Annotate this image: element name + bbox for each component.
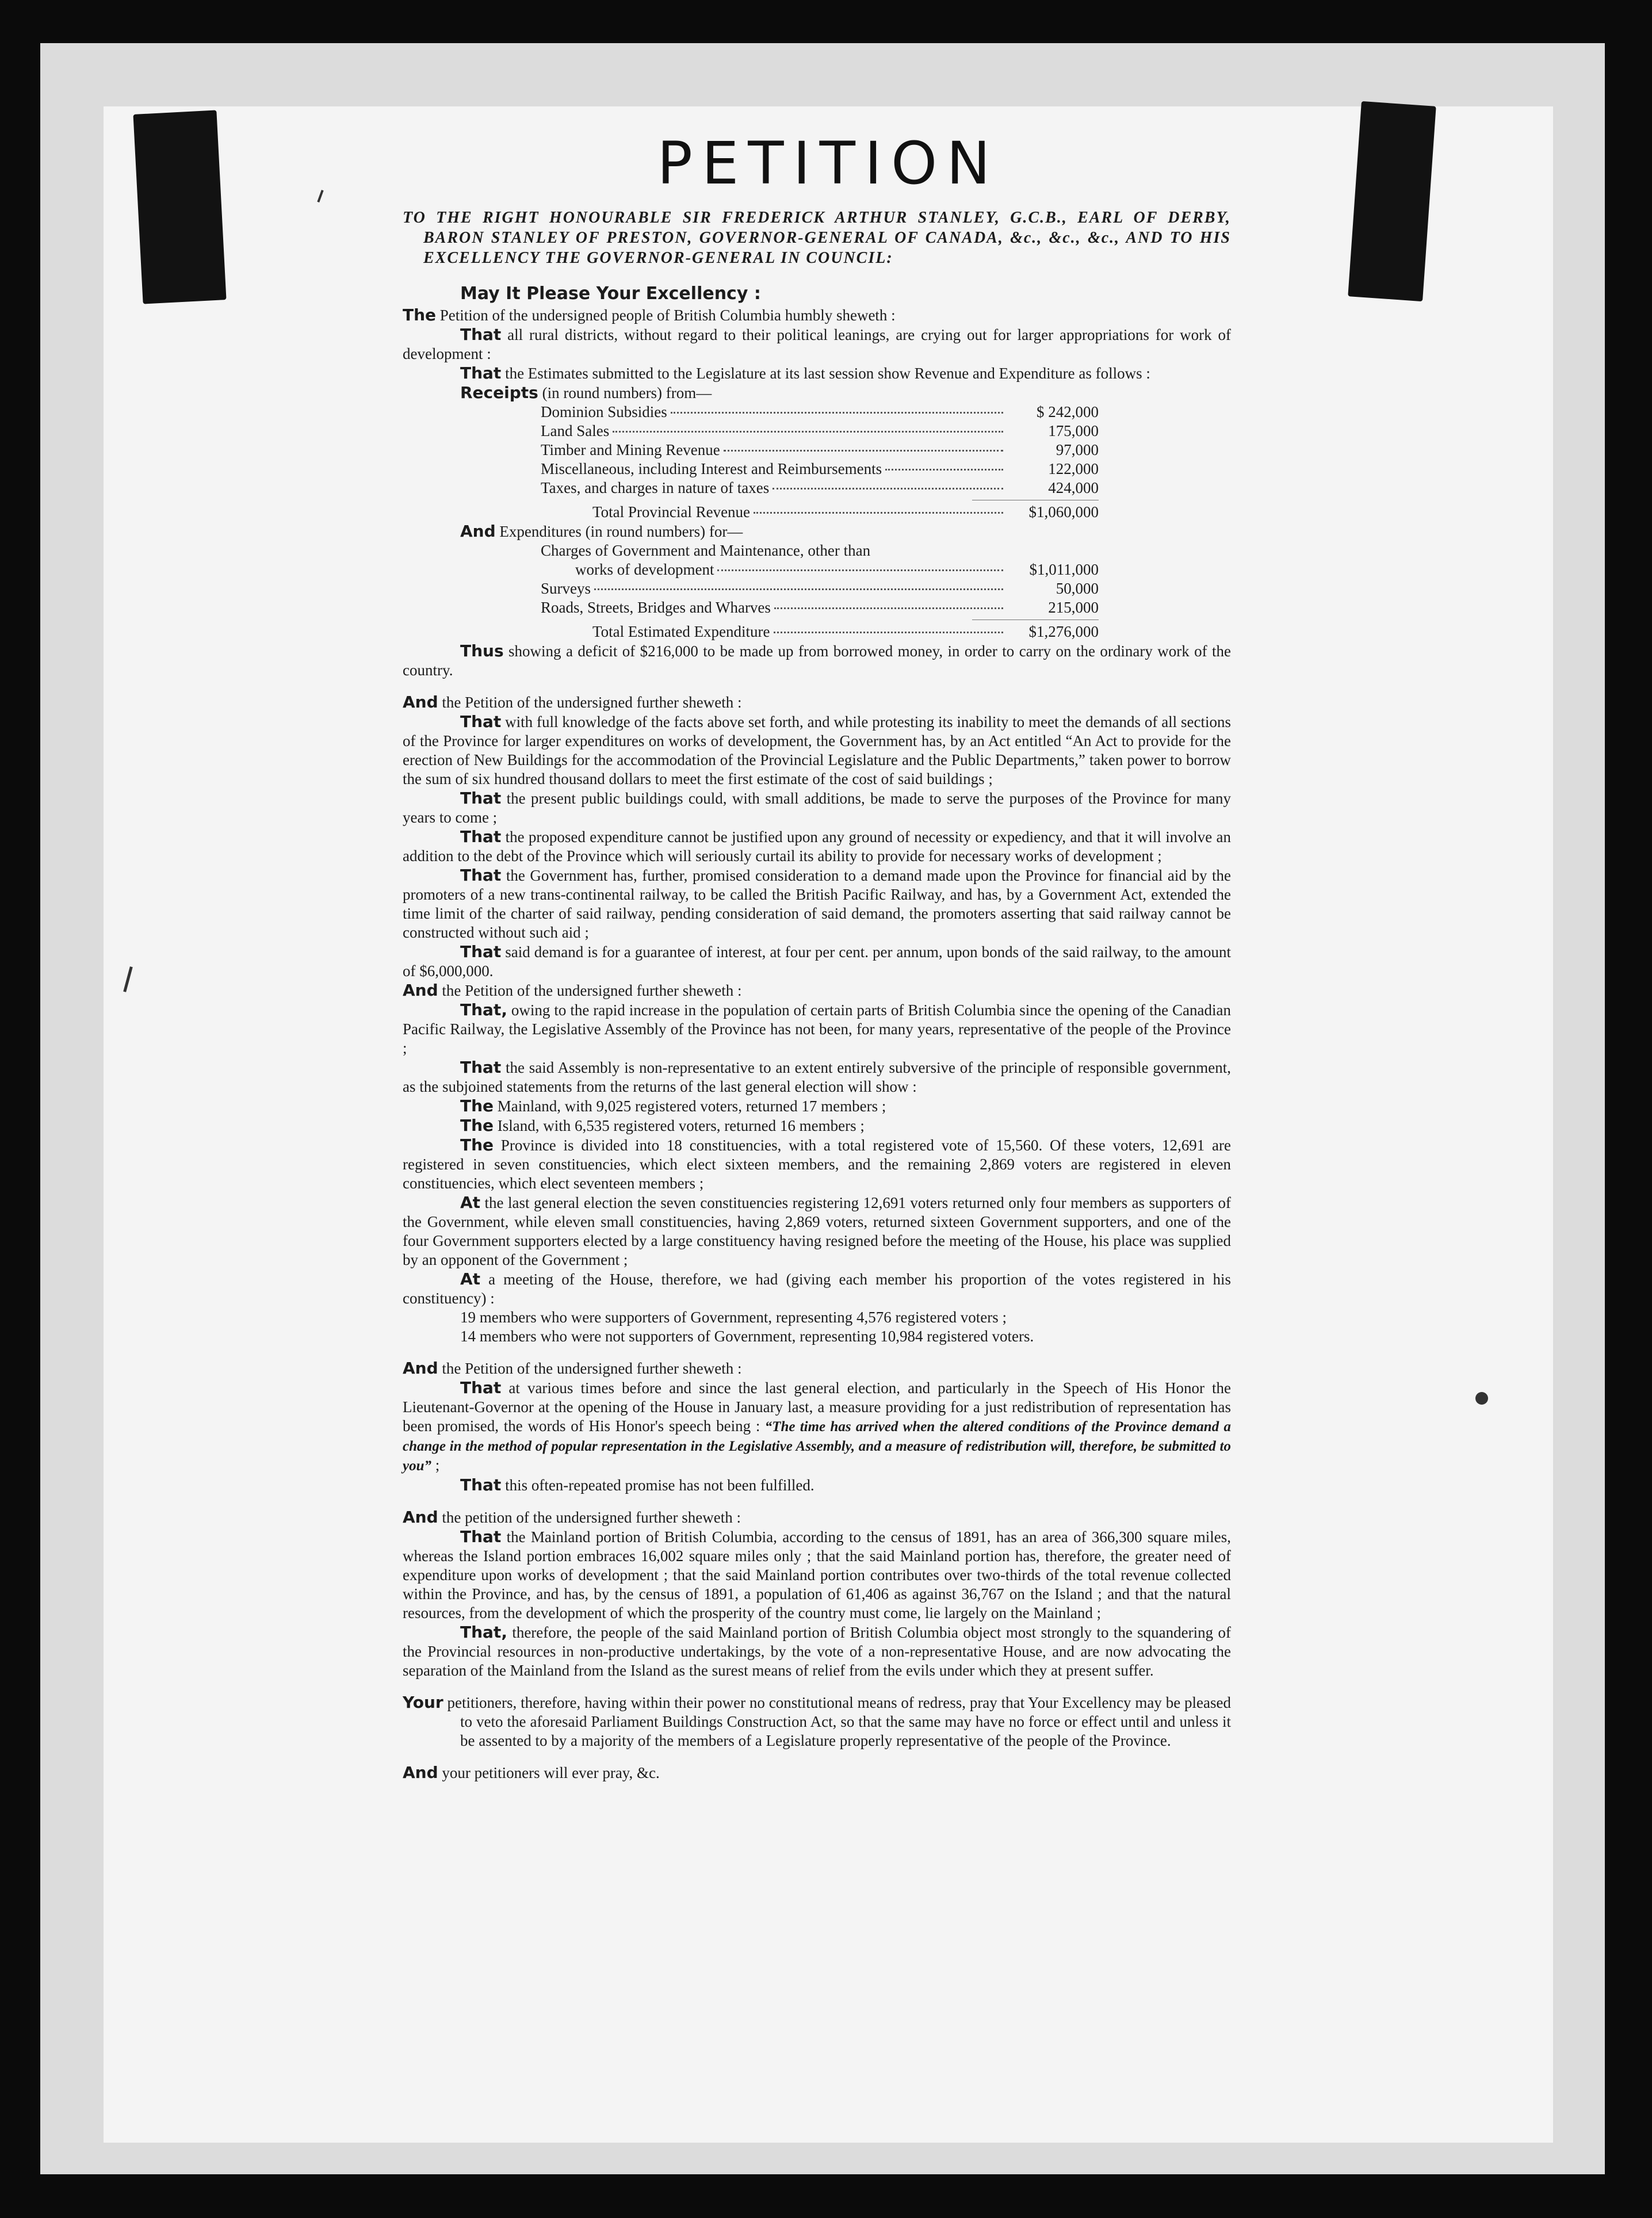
paragraph-text: Mainland, with 9,025 registered voters, returned 17 members ;: [494, 1097, 886, 1115]
table-row: [541, 579, 1099, 598]
paragraph: [403, 942, 1231, 981]
keyword: Thus: [460, 641, 504, 660]
keyword: That: [460, 364, 502, 383]
row-label: Land Sales: [541, 422, 610, 439]
paragraph-text: the petition of the undersigned further sheweth :: [438, 1509, 741, 1526]
keyword: At: [460, 1269, 481, 1288]
keyword: The: [460, 1116, 494, 1135]
expenditures-table: [403, 541, 1099, 641]
table-row: [541, 560, 1099, 579]
table-row: [541, 598, 1099, 617]
paragraph: [403, 1475, 1231, 1495]
row-label: Dominion Subsidies: [541, 403, 667, 420]
paragraph-text: the Mainland portion of British Columbia, according to the census of 1891, has an area of 366,300 square miles, whereas the Island portion embraces 16,002 square miles only ; that the said Mainland portion has, therefore, the greater need of expenditure upon works of development ; that the said Mainland portion contributes over two-thirds of the total revenue collected within the Province, and has, by the census of 1891, a population of 61,406 as against 36,767 on the Island ; and that the natural resources, from the development of which the prosperity of the country must come, lie largely on the Mainland ;: [403, 1528, 1231, 1622]
keyword: The: [403, 305, 437, 324]
paragraph: [403, 1058, 1231, 1096]
row-label: works of development: [575, 561, 714, 578]
row-value: $ 242,000: [1037, 403, 1099, 420]
paragraph-text: your petitioners will ever pray, &c.: [438, 1764, 660, 1781]
ink-spot: [1475, 1392, 1488, 1405]
row-value: 122,000: [1048, 460, 1099, 477]
paragraph-text: said demand is for a guarantee of interest, at four per cent. per annum, upon bonds of the said railway, to the amount of $6,000,000.: [403, 943, 1231, 980]
paragraph-text: with full knowledge of the facts above set forth, and while protesting its inability to meet the demands of all sections of the Province for larger expenditures on works of development, the Government has, by an Act entitled “An Act to provide for the erection of New Buildings for the accommodation of the Provincial Legislature and the Public Departments,” taken power to borrow the sum of six hundred thousand dollars to meet the first estimate of the cost of said buildings ;: [403, 713, 1231, 787]
row-label: Timber and Mining Revenue: [541, 441, 720, 458]
paragraph: [403, 789, 1231, 827]
row-label: Total Provincial Revenue: [592, 503, 751, 521]
keyword: That: [460, 1058, 502, 1077]
keyword: And: [403, 1359, 438, 1378]
paragraph-text: the Petition of the undersigned further sheweth :: [438, 1360, 742, 1377]
table-row: [541, 460, 1099, 479]
keyword: Your: [403, 1693, 443, 1712]
row-value: $1,060,000: [1028, 503, 1099, 521]
paragraph-text: (in round numbers) from—: [538, 384, 712, 401]
petition-text: [403, 129, 1231, 1783]
paragraph: [403, 866, 1231, 942]
sum-rule: [972, 619, 1099, 620]
salutation: [403, 284, 1231, 303]
row-value: 175,000: [1048, 422, 1099, 439]
paragraph-text: petitioners, therefore, having within their power no constitutional means of redress, pray that Your Excellency may be pleased to veto the aforesaid Parliament Buildings Construction Act, so that the same may have no force or effect until and unless it be assented to by a majority of the members of a Legislature properly representative of the people of the Province.: [443, 1694, 1231, 1749]
paragraph: 14 members who were not supporters of Government, representing 10,984 registered voters.: [460, 1328, 1034, 1345]
keyword: At: [460, 1193, 481, 1212]
paragraph-text: the Petition of the undersigned further sheweth :: [438, 694, 742, 711]
table-row: [541, 441, 1099, 460]
row-value: 50,000: [1056, 580, 1099, 597]
salutation-text: May It Please Your Excellency :: [460, 284, 761, 304]
expenditures-heading: [403, 522, 1231, 541]
paragraph-text: the last general election the seven constituencies registering 12,691 voters returned only four members as supporters of the Government, while eleven small constituencies, having 2,869 voters, returned sixteen Government supporters, and one of the four Government supporters elected by a large constituency having resigned before the meeting of the House, his place was supplied by an opponent of the Government ;: [403, 1194, 1231, 1268]
speech-quote: “The time has arrived when the altered conditions of the Province demand a change in the method of popular representation in the Legislative Assembly, and a measure of redistribution will, therefore, be submitted to you”: [403, 1419, 1231, 1474]
paragraph-text: the proposed expenditure cannot be justified upon any ground of necessity or expediency, and that it will involve an addition to the debt of the Province which will seriously curtail its ability to provide for necessary works of development ;: [403, 828, 1231, 865]
keyword: That: [460, 827, 502, 846]
keyword: And: [403, 693, 438, 712]
keyword: That: [460, 789, 502, 808]
paragraph-text: the Petition of the undersigned further sheweth :: [438, 982, 742, 999]
paragraph-text: Expenditures (in round numbers) for—: [495, 523, 743, 540]
paragraph: [403, 712, 1231, 789]
keyword: And: [403, 981, 438, 1000]
paragraph-text: all rural districts, without regard to their political leanings, are crying out for larger appropriations for work of development :: [403, 326, 1231, 362]
receipts-heading: [403, 383, 1231, 403]
paragraph-text: a meeting of the House, therefore, we had (giving each member his proportion of the votes registered in his constituency) :: [403, 1271, 1231, 1307]
paragraph: [403, 305, 1231, 325]
keyword: The: [460, 1096, 494, 1115]
row-value: 215,000: [1048, 599, 1099, 616]
row-label: Taxes, and charges in nature of taxes: [541, 479, 770, 496]
mounting-tab-left: [133, 110, 226, 304]
paragraph-text: ;: [431, 1456, 440, 1474]
prayer-paragraph: [403, 1693, 1231, 1750]
paragraph: [403, 1269, 1231, 1308]
paragraph: [403, 1000, 1231, 1058]
paragraph-text: owing to the rapid increase in the population of certain parts of British Columbia since the opening of the Canadian Pacific Railway, the Legislative Assembly of the Province has not been, for many years, representative of the people of the Province ;: [403, 1001, 1231, 1057]
paragraph-text: at various times before and since the last general election, and particularly in the Speech of His Honor the Lieutenant-Governor at the opening of the House in January last, a measure providing for a just redistribution of representation has been promised, the words of His Honor's speech being :: [403, 1379, 1231, 1435]
receipts-table: [403, 403, 1099, 522]
keyword: That: [460, 325, 502, 344]
row-value: $1,276,000: [1028, 623, 1099, 640]
keyword: The: [460, 1135, 494, 1154]
paragraph-text: Petition of the undersigned people of British Columbia humbly sheweth :: [436, 307, 896, 324]
keyword: Receipts: [460, 383, 538, 402]
table-row: [541, 403, 1099, 422]
paragraph: [403, 1623, 1231, 1680]
keyword: And: [460, 522, 496, 541]
keyword: And: [403, 1763, 438, 1782]
paragraph: [403, 1359, 1231, 1378]
keyword: That,: [460, 1000, 507, 1019]
page-title: PETITION: [657, 129, 1000, 198]
table-row: [541, 422, 1099, 441]
paragraph-text: Island, with 6,535 registered voters, returned 16 members ;: [494, 1117, 865, 1134]
keyword: That,: [460, 1623, 507, 1642]
keyword: That: [460, 1527, 502, 1546]
keyword: That: [460, 712, 502, 731]
paragraph: [403, 1116, 1231, 1135]
paragraph: [403, 1193, 1231, 1269]
table-row: [541, 479, 1099, 498]
total-row: [541, 622, 1099, 641]
closing-line: [403, 1763, 1231, 1783]
total-row: [541, 503, 1099, 522]
paragraph-text: showing a deficit of $216,000 to be made up from borrowed money, in order to carry on the ordinary work of the country.: [403, 643, 1231, 679]
paragraph-text: therefore, the people of the said Mainland portion of British Columbia object most strongly to the squandering of the Provincial resources in non-productive undertakings, by the vote of a non-representative House, and are now advocating the separation of the Mainland from the Island as the surest means of relief from the evils under which they at present suffer.: [403, 1624, 1231, 1679]
paragraph: [403, 1508, 1231, 1527]
paragraph: 19 members who were supporters of Government, representing 4,576 registered voters ;: [460, 1309, 1007, 1326]
paragraph: [403, 364, 1231, 383]
mounting-tab-right: [1348, 101, 1436, 301]
paragraph: [403, 1378, 1231, 1475]
table-row: [541, 541, 1099, 560]
paragraph-text: Province is divided into 18 constituencies, with a total registered vote of 15,560. Of these voters, 12,691 are registered in seven constituencies, which elect sixteen members, and the remaining 2,869 voters are registered in eleven constituencies, which elect seventeen members ;: [403, 1137, 1231, 1192]
paragraph: [403, 1096, 1231, 1116]
keyword: That: [460, 942, 502, 961]
paragraph-text: the Government has, further, promised consideration to a demand made upon the Province for financial aid by the promoters of a new trans-continental railway, to be called the British Pacific Railway, and has, by a Government Act, extended the time limit of the charter of said railway, pending consideration of said demand, the promoters asserting that said railway cannot be constructed without such aid ;: [403, 867, 1231, 941]
paragraph: [403, 1135, 1231, 1193]
paragraph-text: this often-repeated promise has not been fulfilled.: [501, 1477, 814, 1494]
row-label: Surveys: [541, 580, 591, 597]
keyword: That: [460, 1378, 502, 1397]
row-label: Total Estimated Expenditure: [592, 623, 770, 640]
row-value: $1,011,000: [1029, 561, 1099, 578]
paragraph-text: the present public buildings could, with small additions, be made to serve the purposes of the Province for many years to come ;: [403, 790, 1231, 826]
paragraph: [403, 827, 1231, 866]
paragraph: [403, 981, 1231, 1000]
keyword: That: [460, 1475, 502, 1494]
row-label: Charges of Government and Maintenance, other than: [541, 542, 871, 559]
row-value: 97,000: [1056, 441, 1099, 458]
paragraph-text: the Estimates submitted to the Legislature at its last session show Revenue and Expenditure as follows :: [501, 365, 1150, 382]
paragraph: [403, 1527, 1231, 1623]
paragraph: [403, 693, 1231, 712]
keyword: That: [460, 866, 502, 885]
row-label: Roads, Streets, Bridges and Wharves: [541, 599, 771, 616]
address-line: TO THE RIGHT HONOURABLE SIR FREDERICK ARTHUR STANLEY, G.C.B., EARL OF DERBY, BARON STANLEY OF PRESTON, GOVERNOR-GENERAL OF CANADA, &c., &c., &c., AND TO HIS EXCELLENCY THE GOVERNOR-GENERAL IN COUNCIL:: [403, 209, 1231, 267]
paragraph: [403, 325, 1231, 364]
paragraph-text: the said Assembly is non-representative to an extent entirely subversive of the principle of responsible government, as the subjoined statements from the returns of the last general election will show :: [403, 1059, 1231, 1095]
row-label: Miscellaneous, including Interest and Reimbursements: [541, 460, 882, 477]
row-value: 424,000: [1048, 479, 1099, 496]
paragraph: [403, 641, 1231, 680]
keyword: And: [403, 1508, 438, 1527]
